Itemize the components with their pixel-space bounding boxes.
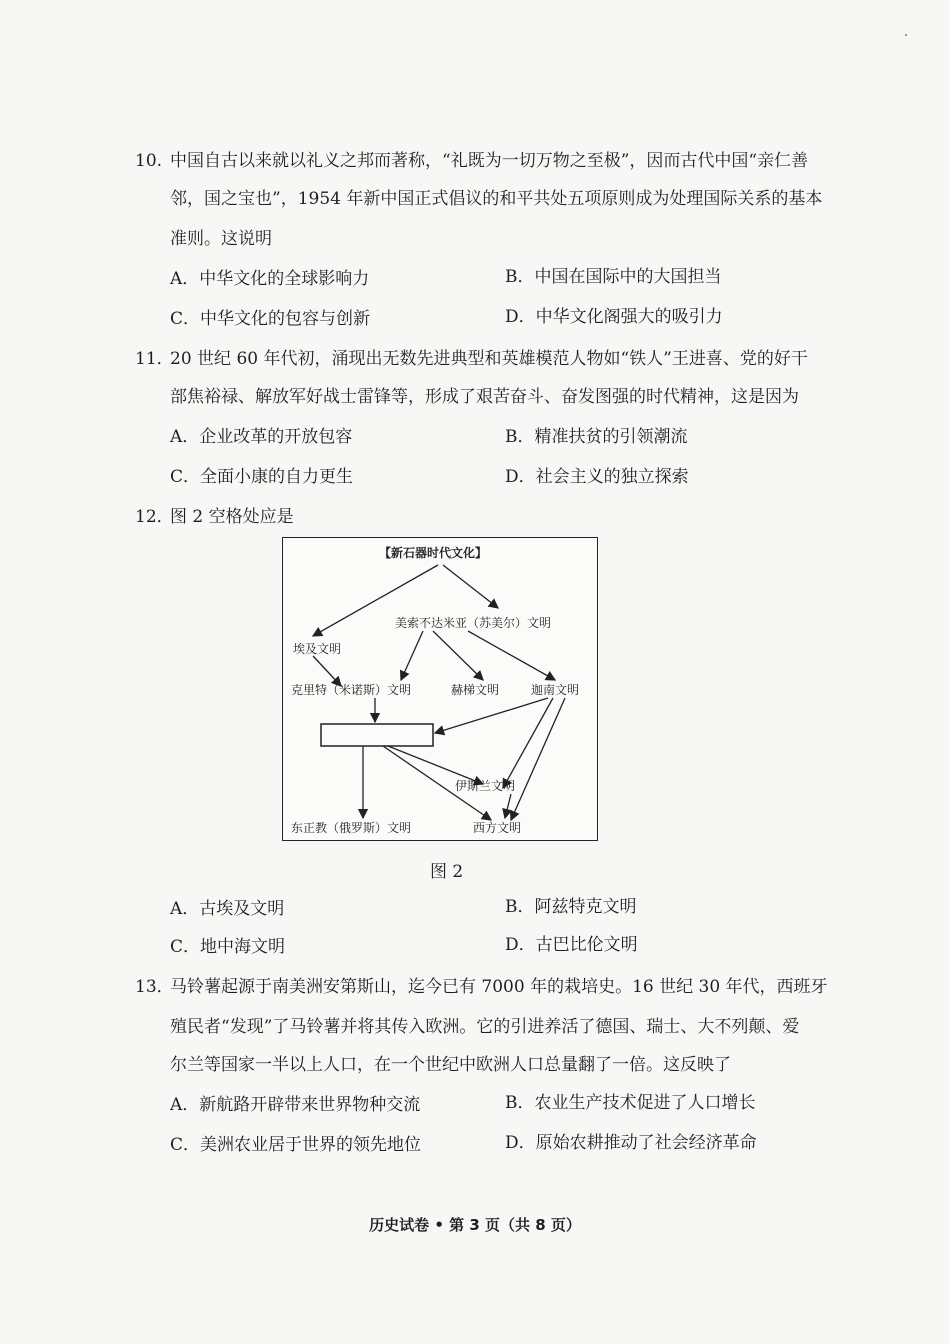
option-a: A．企业改革的开放包容 <box>170 427 353 447</box>
arrow-mesopotamia-to-crete <box>401 631 423 680</box>
option-b: B．农业生产技术促进了人口增长 <box>505 1093 756 1113</box>
option-b: B．精准扶贫的引领潮流 <box>505 427 688 447</box>
option-a: A．新航路开辟带来世界物种交流 <box>170 1095 421 1115</box>
scan-speck <box>905 34 907 36</box>
question-text: 准则。这说明 <box>170 229 272 249</box>
question-text: 马铃薯起源于南美洲安第斯山，迄今已有 7000 年的栽培史。16 世纪 30 年代，西班牙 <box>170 977 828 997</box>
label-mesopotamia: 美索不达米亚（苏美尔）文明 <box>395 616 552 630</box>
arrow-neolithic-to-mesopotamia <box>443 565 498 608</box>
question-text: 20 世纪 60 年代初，涌现出无数先进典型和英雄模范人物如“铁人”王进喜、党的好干 <box>170 349 808 369</box>
question-number: 10. <box>135 151 163 171</box>
figure-caption: 图 2 <box>430 862 464 882</box>
label-levant: 迦南文明 <box>531 683 580 697</box>
arrow-islam-to-western <box>505 794 511 818</box>
page-footer: 历史试卷 • 第 3 页（共 8 页） <box>369 1216 581 1234</box>
label-hittite: 赫梯文明 <box>451 683 500 697</box>
option-b: B．中国在国际中的大国担当 <box>505 267 722 287</box>
option-c: C．地中海文明 <box>170 937 286 957</box>
civilization-diagram <box>282 537 598 841</box>
arrow-mesopotamia-to-levant <box>468 631 555 680</box>
arrow-levant-to-blank <box>435 698 548 733</box>
question-text: 图 2 空格处应是 <box>170 507 294 527</box>
label-egypt: 埃及文明 <box>293 642 342 656</box>
question-text: 尔兰等国家一半以上人口，在一个世纪中欧洲人口总量翻了一倍。这反映了 <box>170 1055 731 1075</box>
label-orthodox: 东正教（俄罗斯）文明 <box>291 821 412 835</box>
option-a: A．中华文化的全球影响力 <box>170 269 370 289</box>
option-b: B．阿兹特克文明 <box>505 897 637 917</box>
option-c: C．全面小康的自力更生 <box>170 467 354 487</box>
question-number: 13． <box>135 977 174 997</box>
question-number: 12． <box>135 507 174 527</box>
question-text: 部焦裕禄、解放军好战士雷锋等，形成了艰苦奋斗、奋发图强的时代精神，这是因为 <box>170 387 799 407</box>
question-text: 殖民者“发现”了马铃薯并将其传入欧洲。它的引进养活了德国、瑞士、大不列颠、爱 <box>170 1017 800 1037</box>
blank-box <box>321 724 433 746</box>
arrow-mesopotamia-to-hittite <box>433 631 483 680</box>
question-number: 11． <box>135 349 174 369</box>
label-western: 西方文明 <box>473 821 522 835</box>
option-a: A．古埃及文明 <box>170 899 285 919</box>
option-d: D．原始农耕推动了社会经济革命 <box>505 1133 757 1153</box>
label-crete: 克里特（米诺斯）文明 <box>291 683 412 697</box>
option-d: D．中华文化阁强大的吸引力 <box>505 307 723 327</box>
option-c: C．美洲农业居于世界的领先地位 <box>170 1135 422 1155</box>
question-text: 中国自古以来就以礼义之邦而著称，“礼既为一切万物之至极”，因而古代中国“亲仁善 <box>170 151 809 171</box>
option-c: C．中华文化的包容与创新 <box>170 309 371 329</box>
arrow-egypt-to-crete <box>313 656 341 686</box>
option-d: D．社会主义的独立探索 <box>505 467 689 487</box>
option-d: D．古巴比伦文明 <box>505 935 638 955</box>
label-islam: 伊斯兰文明 <box>455 779 516 793</box>
label-neolithic: 【新石器时代文化】 <box>379 546 488 560</box>
question-text: 邻，国之宝也”，1954 年新中国正式倡议的和平共处五项原则成为处理国际关系的基本 <box>170 189 823 209</box>
